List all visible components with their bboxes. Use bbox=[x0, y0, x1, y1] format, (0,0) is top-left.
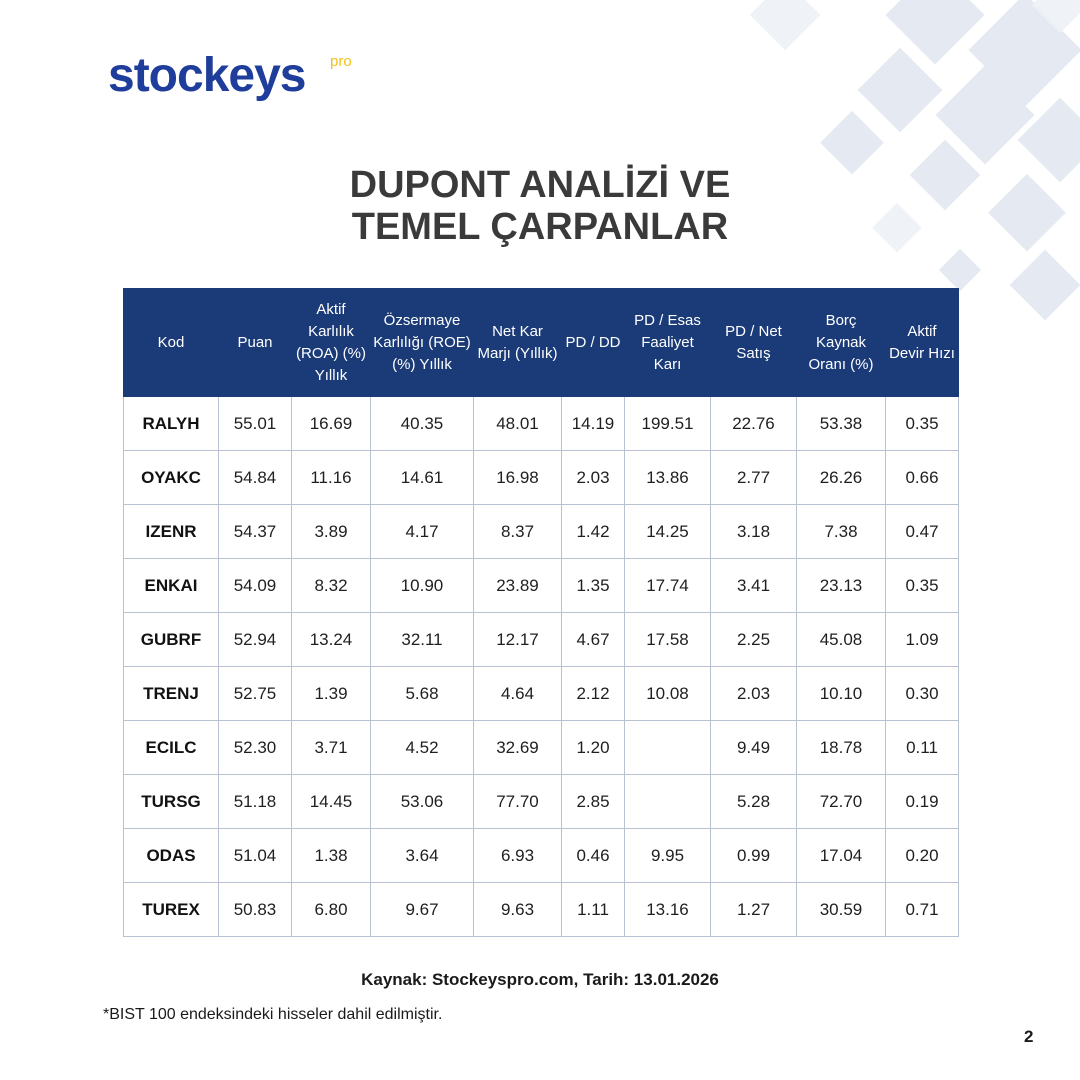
cell-kod: OYAKC bbox=[124, 451, 219, 505]
cell-pd-esas-faaliyet-kari bbox=[625, 721, 711, 775]
cell-roa: 3.71 bbox=[292, 721, 371, 775]
cell-pd-net-satis: 2.03 bbox=[711, 667, 797, 721]
table-header-row bbox=[124, 289, 959, 397]
cell-pd-dd: 1.20 bbox=[562, 721, 625, 775]
table-row bbox=[124, 721, 959, 775]
cell-kod: ENKAI bbox=[124, 559, 219, 613]
cell-roe: 14.61 bbox=[371, 451, 474, 505]
cell-aktif-devir-hizi: 0.30 bbox=[886, 667, 959, 721]
cell-pd-net-satis: 2.25 bbox=[711, 613, 797, 667]
cell-net-kar-marji: 8.37 bbox=[474, 505, 562, 559]
cell-borc-kaynak-orani: 7.38 bbox=[797, 505, 886, 559]
cell-roe: 32.11 bbox=[371, 613, 474, 667]
table-row bbox=[124, 613, 959, 667]
column-header-kod: Kod bbox=[124, 289, 219, 397]
table-row bbox=[124, 451, 959, 505]
cell-pd-esas-faaliyet-kari: 199.51 bbox=[625, 397, 711, 451]
cell-roe: 5.68 bbox=[371, 667, 474, 721]
table-row bbox=[124, 883, 959, 937]
cell-kod: TRENJ bbox=[124, 667, 219, 721]
cell-borc-kaynak-orani: 18.78 bbox=[797, 721, 886, 775]
cell-puan: 55.01 bbox=[219, 397, 292, 451]
cell-pd-esas-faaliyet-kari: 17.58 bbox=[625, 613, 711, 667]
cell-pd-dd: 2.12 bbox=[562, 667, 625, 721]
cell-borc-kaynak-orani: 23.13 bbox=[797, 559, 886, 613]
cell-pd-dd: 4.67 bbox=[562, 613, 625, 667]
cell-pd-dd: 2.03 bbox=[562, 451, 625, 505]
cell-kod: TUREX bbox=[124, 883, 219, 937]
cell-net-kar-marji: 4.64 bbox=[474, 667, 562, 721]
cell-roe: 3.64 bbox=[371, 829, 474, 883]
column-header-net-kar-marji: Net Kar Marjı (Yıllık) bbox=[474, 289, 562, 397]
cell-pd-net-satis: 9.49 bbox=[711, 721, 797, 775]
cell-borc-kaynak-orani: 53.38 bbox=[797, 397, 886, 451]
column-header-aktif-devir-hizi: Aktif Devir Hızı bbox=[886, 289, 959, 397]
cell-borc-kaynak-orani: 26.26 bbox=[797, 451, 886, 505]
cell-aktif-devir-hizi: 1.09 bbox=[886, 613, 959, 667]
table-row bbox=[124, 505, 959, 559]
column-header-pd-dd: PD / DD bbox=[562, 289, 625, 397]
page-number: 2 bbox=[1024, 1027, 1034, 1046]
cell-puan: 52.30 bbox=[219, 721, 292, 775]
cell-puan: 54.84 bbox=[219, 451, 292, 505]
column-header-puan: Puan bbox=[219, 289, 292, 397]
cell-aktif-devir-hizi: 0.20 bbox=[886, 829, 959, 883]
cell-roa: 14.45 bbox=[292, 775, 371, 829]
column-header-roa: Aktif Karlılık (ROA) (%) Yıllık bbox=[292, 289, 371, 397]
cell-pd-esas-faaliyet-kari: 13.86 bbox=[625, 451, 711, 505]
column-header-pd-esas-faaliyet-kari: PD / Esas Faaliyet Karı bbox=[625, 289, 711, 397]
cell-puan: 52.94 bbox=[219, 613, 292, 667]
cell-pd-esas-faaliyet-kari bbox=[625, 775, 711, 829]
table-row bbox=[124, 667, 959, 721]
cell-pd-net-satis: 3.41 bbox=[711, 559, 797, 613]
cell-pd-dd: 1.11 bbox=[562, 883, 625, 937]
cell-aktif-devir-hizi: 0.35 bbox=[886, 397, 959, 451]
table-row bbox=[124, 397, 959, 451]
cell-aktif-devir-hizi: 0.11 bbox=[886, 721, 959, 775]
cell-pd-net-satis: 22.76 bbox=[711, 397, 797, 451]
cell-pd-esas-faaliyet-kari: 9.95 bbox=[625, 829, 711, 883]
cell-roe: 53.06 bbox=[371, 775, 474, 829]
cell-roa: 1.39 bbox=[292, 667, 371, 721]
cell-net-kar-marji: 23.89 bbox=[474, 559, 562, 613]
cell-borc-kaynak-orani: 45.08 bbox=[797, 613, 886, 667]
cell-roa: 6.80 bbox=[292, 883, 371, 937]
cell-roa: 3.89 bbox=[292, 505, 371, 559]
cell-kod: ODAS bbox=[124, 829, 219, 883]
cell-aktif-devir-hizi: 0.66 bbox=[886, 451, 959, 505]
cell-borc-kaynak-orani: 10.10 bbox=[797, 667, 886, 721]
cell-roe: 4.52 bbox=[371, 721, 474, 775]
cell-puan: 51.18 bbox=[219, 775, 292, 829]
cell-aktif-devir-hizi: 0.35 bbox=[886, 559, 959, 613]
cell-roe: 9.67 bbox=[371, 883, 474, 937]
cell-roe: 40.35 bbox=[371, 397, 474, 451]
column-header-pd-net-satis: PD / Net Satış bbox=[711, 289, 797, 397]
cell-roe: 4.17 bbox=[371, 505, 474, 559]
cell-kod: IZENR bbox=[124, 505, 219, 559]
cell-roa: 1.38 bbox=[292, 829, 371, 883]
cell-puan: 52.75 bbox=[219, 667, 292, 721]
cell-pd-dd: 2.85 bbox=[562, 775, 625, 829]
cell-roa: 16.69 bbox=[292, 397, 371, 451]
column-header-borc-kaynak-orani: Borç Kaynak Oranı (%) bbox=[797, 289, 886, 397]
cell-pd-net-satis: 0.99 bbox=[711, 829, 797, 883]
cell-pd-net-satis: 3.18 bbox=[711, 505, 797, 559]
cell-net-kar-marji: 12.17 bbox=[474, 613, 562, 667]
cell-puan: 54.09 bbox=[219, 559, 292, 613]
source-line: Kaynak: Stockeyspro.com, Tarih: 13.01.2026 bbox=[361, 970, 719, 989]
cell-pd-dd: 1.42 bbox=[562, 505, 625, 559]
cell-aktif-devir-hizi: 0.47 bbox=[886, 505, 959, 559]
page-title-line-1: DUPONT ANALİZİ VE bbox=[349, 164, 731, 206]
cell-kod: TURSG bbox=[124, 775, 219, 829]
cell-net-kar-marji: 16.98 bbox=[474, 451, 562, 505]
table-row bbox=[124, 559, 959, 613]
cell-borc-kaynak-orani: 72.70 bbox=[797, 775, 886, 829]
cell-puan: 54.37 bbox=[219, 505, 292, 559]
table-row bbox=[124, 775, 959, 829]
cell-puan: 51.04 bbox=[219, 829, 292, 883]
cell-pd-dd: 1.35 bbox=[562, 559, 625, 613]
cell-kod: ECILC bbox=[124, 721, 219, 775]
column-header-roe: Özsermaye Karlılığı (ROE) (%) Yıllık bbox=[371, 289, 474, 397]
cell-net-kar-marji: 6.93 bbox=[474, 829, 562, 883]
page-title-line-2: TEMEL ÇARPANLAR bbox=[351, 206, 729, 248]
cell-pd-esas-faaliyet-kari: 17.74 bbox=[625, 559, 711, 613]
cell-net-kar-marji: 77.70 bbox=[474, 775, 562, 829]
logo bbox=[108, 48, 368, 108]
cell-pd-esas-faaliyet-kari: 13.16 bbox=[625, 883, 711, 937]
cell-pd-net-satis: 2.77 bbox=[711, 451, 797, 505]
footnote: *BIST 100 endeksindeki hisseler dahil edilmiştir. bbox=[103, 1006, 443, 1023]
cell-pd-net-satis: 5.28 bbox=[711, 775, 797, 829]
logo-superscript: pro bbox=[330, 53, 352, 70]
cell-pd-esas-faaliyet-kari: 10.08 bbox=[625, 667, 711, 721]
cell-roa: 11.16 bbox=[292, 451, 371, 505]
cell-pd-esas-faaliyet-kari: 14.25 bbox=[625, 505, 711, 559]
cell-net-kar-marji: 32.69 bbox=[474, 721, 562, 775]
cell-kod: RALYH bbox=[124, 397, 219, 451]
dupont-table bbox=[123, 288, 959, 937]
cell-kod: GUBRF bbox=[124, 613, 219, 667]
cell-roe: 10.90 bbox=[371, 559, 474, 613]
cell-pd-net-satis: 1.27 bbox=[711, 883, 797, 937]
cell-borc-kaynak-orani: 17.04 bbox=[797, 829, 886, 883]
logo-text: stockeys bbox=[108, 49, 306, 102]
cell-pd-dd: 14.19 bbox=[562, 397, 625, 451]
cell-roa: 13.24 bbox=[292, 613, 371, 667]
cell-net-kar-marji: 48.01 bbox=[474, 397, 562, 451]
cell-aktif-devir-hizi: 0.19 bbox=[886, 775, 959, 829]
cell-pd-dd: 0.46 bbox=[562, 829, 625, 883]
cell-puan: 50.83 bbox=[219, 883, 292, 937]
cell-aktif-devir-hizi: 0.71 bbox=[886, 883, 959, 937]
cell-net-kar-marji: 9.63 bbox=[474, 883, 562, 937]
cell-borc-kaynak-orani: 30.59 bbox=[797, 883, 886, 937]
table-row bbox=[124, 829, 959, 883]
cell-roa: 8.32 bbox=[292, 559, 371, 613]
